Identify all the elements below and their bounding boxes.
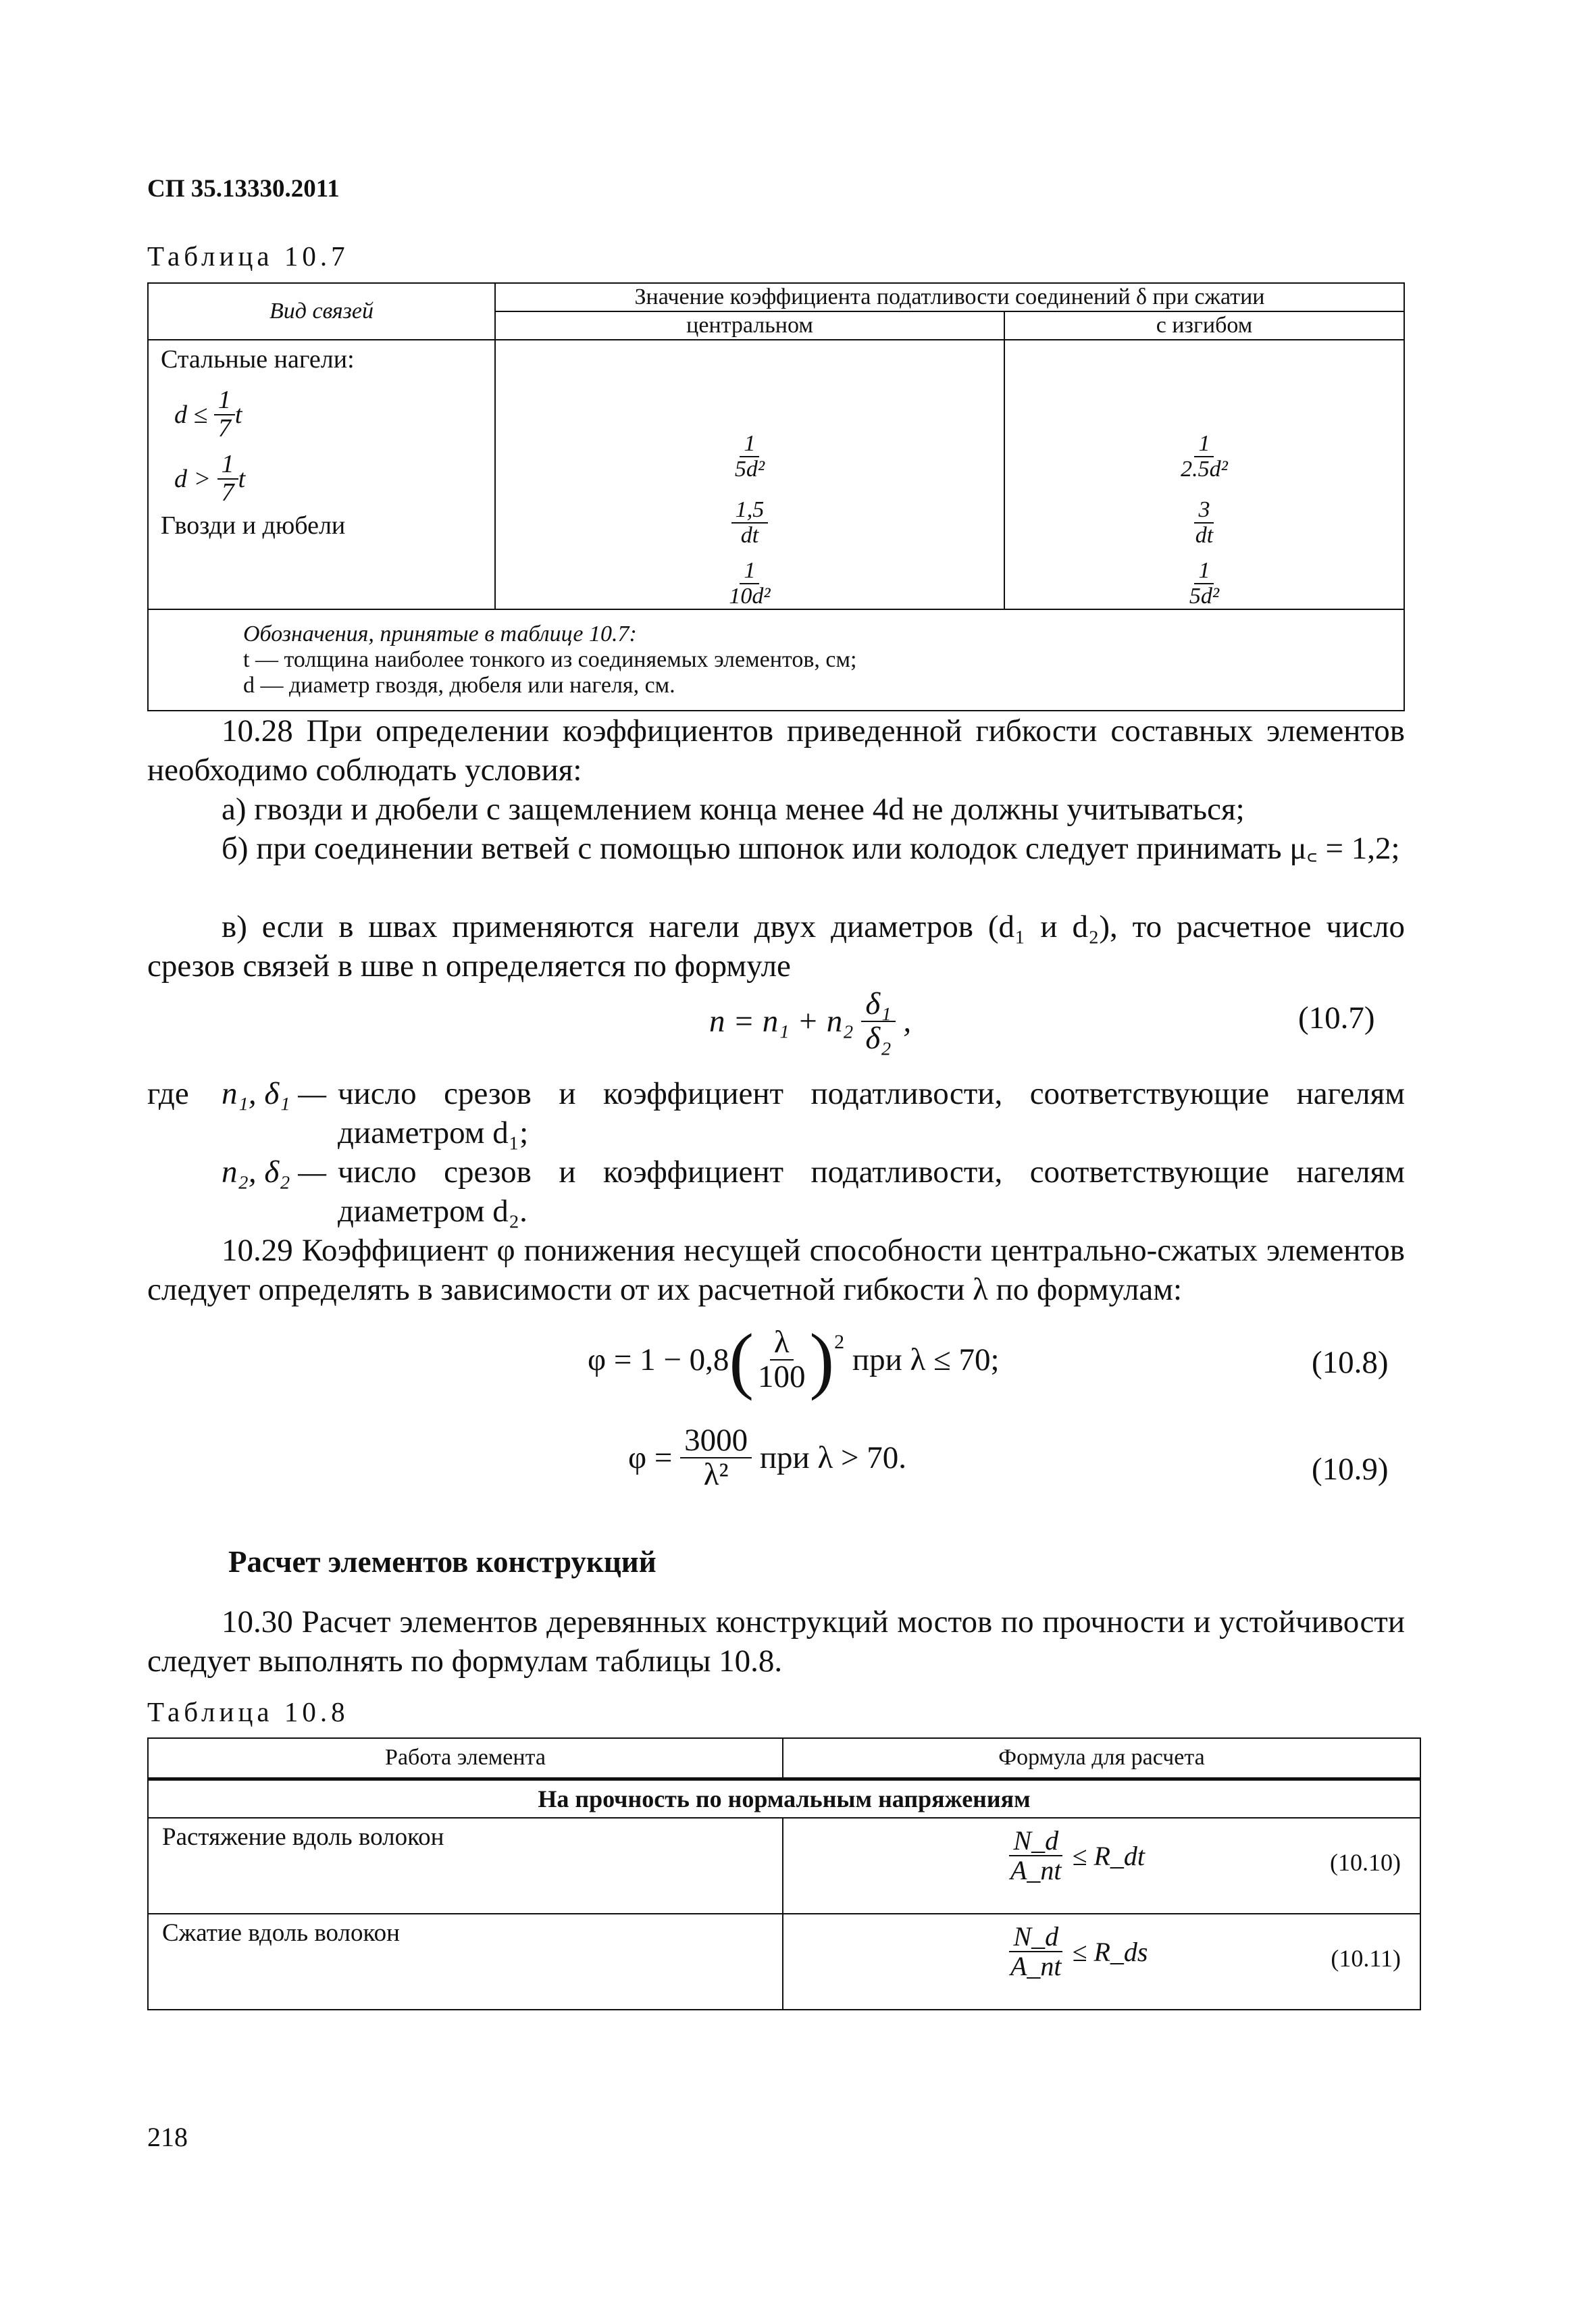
condition-2: d > $\frac{1}{7}$ t: [174, 449, 246, 507]
bending-values-cell: [1004, 340, 1404, 609]
equation-number-10-9: (10.9): [1312, 1452, 1389, 1487]
where-2-symbol: n₂, δ₂ —: [222, 1154, 327, 1190]
formula-10-8-fraction: $\frac{\lambda}{100}$: [758, 1324, 806, 1394]
equation-number-10-7: (10.7): [1298, 1000, 1375, 1036]
page-number: 218: [147, 2122, 188, 2152]
paren-right-icon: ): [809, 1319, 835, 1401]
where-2-text: число срезов и коэффициент податливости, соответствующие нагелям диаметром d₂.: [338, 1154, 1405, 1229]
section-steel-label: Стальные нагели:: [161, 345, 355, 374]
where-label: где: [147, 1076, 189, 1111]
table-row: [148, 340, 1404, 609]
condition-1: d ≤ $\frac{1}{7}$ t: [174, 385, 242, 442]
central-value-1: $\frac{1}{\text{5d²}}$: [734, 431, 765, 482]
formula-cell: [783, 1914, 1420, 2010]
formula-10-7-fraction: $\frac{\text{δ₁}}{\text{δ₂}}$: [861, 988, 895, 1056]
table-10-7-caption: Таблица 10.7: [147, 240, 349, 272]
table-10-8-caption: Таблица 10.8: [147, 1696, 349, 1727]
formula-cell: [783, 1818, 1420, 1914]
group-header: На прочность по нормальным напряжениям: [148, 1779, 1420, 1818]
table-10-7-notes: [148, 609, 1404, 711]
notes-title: Обозначения, принятые в таблице 10.7:: [243, 621, 637, 647]
bending-value-2: $\frac{3}{dt}$: [1195, 497, 1214, 548]
connection-types-cell: [148, 340, 495, 609]
table-row: [148, 1914, 1420, 2010]
note-d: d — диаметр гвоздя, дюбеля или нагеля, см.: [243, 673, 675, 698]
paren-left-icon: (: [729, 1319, 754, 1401]
formula-10-9: φ = $\frac{3000}{\text{λ²}}$ при λ > 70.: [628, 1423, 906, 1493]
work-cell: Сжатие вдоль волокон: [148, 1914, 783, 2010]
formula-10-10: $\frac{N\_d}{A\_nt}$ ≤ R_dt: [1006, 1827, 1145, 1885]
col-central-header: центральном: [495, 311, 1004, 340]
formula-10-8: φ = 1 − 0,8 ( $\frac{\lambda}{100}$ ) $^2$ при λ ≤ 70;: [588, 1319, 1000, 1401]
col-type-header: Вид связей: [148, 283, 495, 340]
formula-10-11-fraction: $\frac{N\_d}{A\_nt}$: [1010, 1921, 1062, 1981]
col-work-header: Работа элемента: [148, 1738, 783, 1779]
bending-value-3: $\frac{1}{\text{5d²}}$: [1189, 558, 1220, 609]
condition-1-fraction: $\frac{1}{7}$: [214, 387, 235, 442]
col-group-header: Значение коэффициента податливости соединений δ при сжатии: [495, 283, 1404, 311]
table-10-8: [147, 1737, 1421, 2010]
item-c: в) если в швах применяются нагели двух диаметров (d₁ и d₂), то расчетное число срезов связей в шве n определяется по формуле: [147, 909, 1405, 984]
work-cell: Растяжение вдоль волокон: [148, 1818, 783, 1914]
paragraph-10-29: 10.29 Коэффициент φ понижения несущей способности центрально-сжатых элементов следует определять в зависимости от их расчетной гибкости λ по формулам:: [147, 1233, 1405, 1307]
bending-value-1: $\frac{1}{\text{2.5d²}}$: [1181, 431, 1228, 482]
equation-number-10-11: (10.11): [1331, 1945, 1401, 1972]
nails-label: Гвозди и дюбели: [161, 511, 346, 540]
formula-10-9-fraction: $\frac{3000}{\text{λ²}}$: [680, 1424, 752, 1492]
formula-10-11: $\frac{N\_d}{A\_nt}$ ≤ R_ds: [1006, 1923, 1148, 1981]
col-bending-header: с изгибом: [1004, 311, 1404, 340]
formula-10-7: n = n₁ + n₂ $\frac{\text{δ₁}}{\text{δ₂}}$ ,: [709, 986, 912, 1057]
where-1-symbol: n₁, δ₁ —: [222, 1076, 327, 1111]
item-b: б) при соединении ветвей с помощью шпонок или колодок следует принимать μ꜀ = 1,2;: [222, 831, 1400, 866]
document-code: СП 35.13330.2011: [147, 175, 340, 203]
col-formula-header: Формула для расчета: [783, 1738, 1420, 1779]
central-value-3: $\frac{1}{\text{10d²}}$: [729, 558, 771, 609]
section-title: Расчет элементов конструкций: [228, 1545, 657, 1579]
note-t: t — толщина наиболее тонкого из соединяемых элементов, см;: [243, 647, 857, 673]
table-10-7: [147, 282, 1405, 711]
central-values-cell: [495, 340, 1004, 609]
condition-2-fraction: $\frac{1}{7}$: [217, 451, 238, 507]
where-1-text: число срезов и коэффициент податливости, соответствующие нагелям диаметром d₁;: [338, 1076, 1405, 1150]
table-row: [148, 1818, 1420, 1914]
formula-10-10-fraction: $\frac{N\_d}{A\_nt}$: [1010, 1825, 1062, 1885]
item-a: а) гвозди и дюбели с защемлением конца менее 4d не должны учитываться;: [222, 792, 1245, 827]
equation-number-10-10: (10.10): [1330, 1849, 1401, 1876]
paragraph-10-28: 10.28 При определении коэффициентов приведенной гибкости составных элементов необходимо соблюдать условия:: [147, 713, 1405, 788]
equation-number-10-8: (10.8): [1312, 1345, 1389, 1380]
paragraph-10-30: 10.30 Расчет элементов деревянных конструкций мостов по прочности и устойчивости следует выполнять по формулам таблицы 10.8.: [147, 1604, 1405, 1679]
central-value-2: $\frac{1,5}{dt}$: [731, 498, 769, 547]
